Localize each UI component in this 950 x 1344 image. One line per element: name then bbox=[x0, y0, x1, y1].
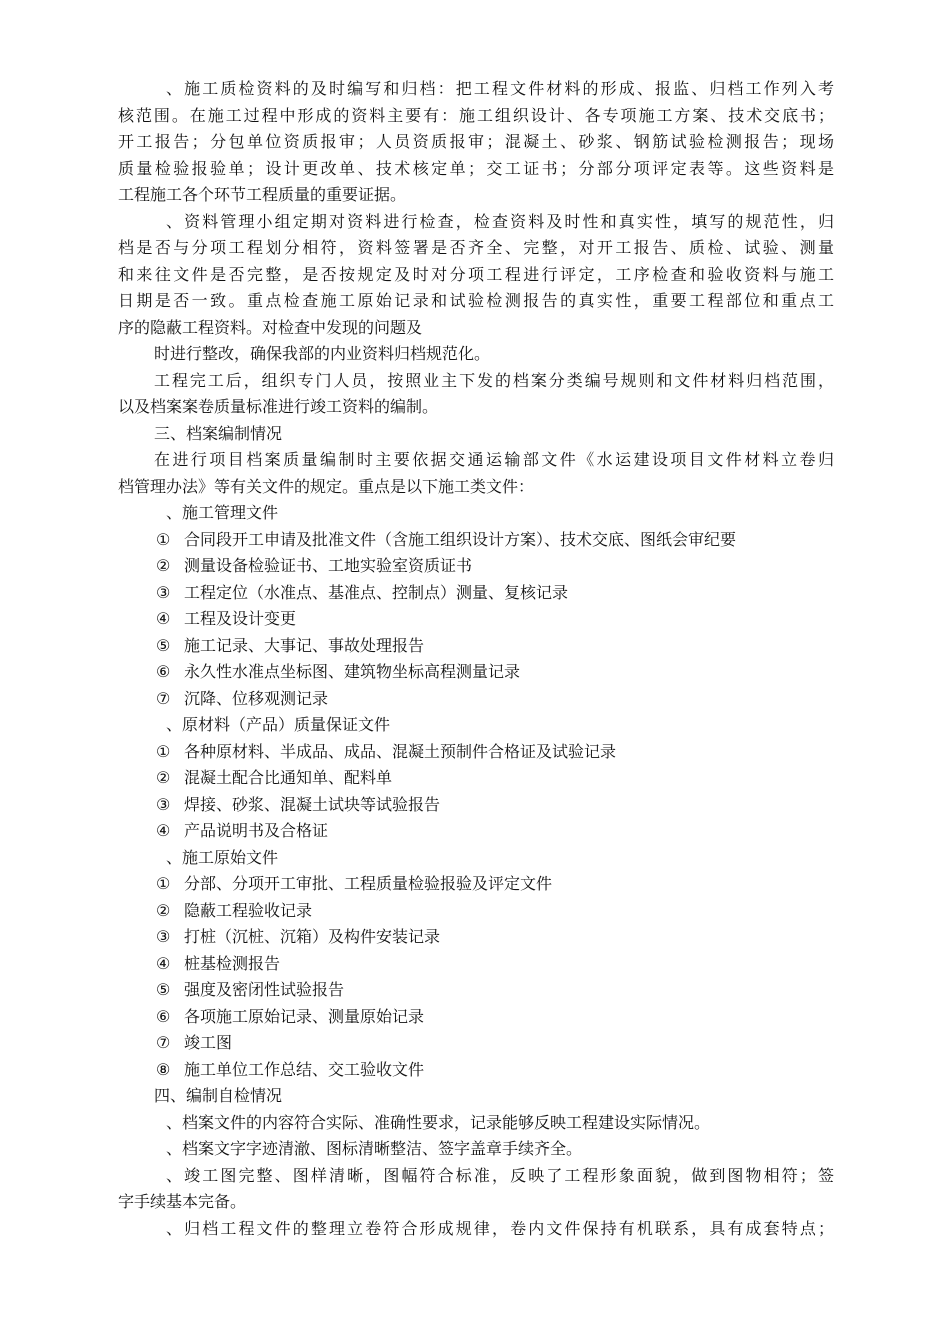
list-item-text: 竣工图 bbox=[184, 1033, 233, 1052]
list-item-text: 工程及设计变更 bbox=[184, 609, 297, 628]
list-item bbox=[118, 633, 834, 660]
text-line: 档是否与分项工程划分相符，资料签署是否齐全、完整，对开工报告、质检、试验、测量 bbox=[118, 238, 834, 257]
list-item-number: ③ bbox=[156, 582, 171, 602]
list-item-text: 桩基检测报告 bbox=[184, 953, 281, 973]
list-item-number: ⑦ bbox=[156, 1033, 171, 1052]
list-item-number: ⑧ bbox=[156, 1059, 171, 1079]
text-line: 、档案文字字迹清澈、图标清晰整洁、签字盖章手续齐全。 bbox=[166, 1139, 583, 1158]
text-line: 、原材料（产品）质量保证文件 bbox=[166, 715, 391, 734]
list-item-number: ⑤ bbox=[156, 980, 171, 999]
text-line: 字手续基本完备。 bbox=[118, 1192, 247, 1211]
text-line: 、归档工程文件的整理立卷符合形成规律，卷内文件保持有机联系，具有成套特点； bbox=[166, 1218, 834, 1238]
text-line: 在进行项目档案质量编制时主要依据交通运输部文件《水运建设项目文件材料立卷归 bbox=[154, 450, 834, 469]
text-line: 工程施工各个环节工程质量的重要证据。 bbox=[118, 185, 407, 204]
list-item-text: 产品说明书及合格证 bbox=[184, 821, 329, 840]
list-item bbox=[118, 977, 834, 1004]
list-item-text: 沉降、位移观测记录 bbox=[184, 688, 329, 708]
list-item-number: ⑥ bbox=[156, 1006, 171, 1026]
text-line: 、施工管理文件 bbox=[166, 503, 279, 522]
list-item bbox=[118, 553, 834, 580]
list-item-number: ④ bbox=[156, 609, 171, 628]
list-item-text: 分部、分项开工审批、工程质量检验报验及评定文件 bbox=[184, 874, 553, 893]
text-line: 序的隐蔽工程资料。对检查中发现的问题及 bbox=[118, 317, 423, 337]
list-item-text: 各种原材料、半成品、成品、混凝土预制件合格证及试验记录 bbox=[184, 741, 617, 761]
list-item bbox=[118, 1004, 834, 1031]
document-body bbox=[118, 76, 834, 1242]
list-item-number: ① bbox=[156, 874, 171, 893]
list-item-text: 隐蔽工程验收记录 bbox=[184, 900, 313, 920]
list-item-text: 焊接、砂浆、混凝土试块等试验报告 bbox=[184, 794, 441, 814]
text-line: 、档案文件的内容符合实际、准确性要求，记录能够反映工程建设实际情况。 bbox=[166, 1112, 711, 1132]
text-line: 四、编制自检情况 bbox=[154, 1086, 283, 1105]
text-line: 、施工质检资料的及时编写和归档：把工程文件材料的形成、报监、归档工作列入考 bbox=[166, 79, 834, 98]
list-item bbox=[118, 871, 834, 898]
text-line: 和来往文件是否完整，是否按规定及时对分项工程进行评定，工序检查和验收资料与施工 bbox=[118, 264, 834, 284]
list-item-text: 永久性水准点坐标图、建筑物坐标高程测量记录 bbox=[184, 662, 521, 681]
text-line: 、竣工图完整、图样清晰，图幅符合标准，反映了工程形象面貌，做到图物相符；签 bbox=[166, 1165, 834, 1185]
list-item bbox=[118, 951, 834, 978]
list-item-number: ④ bbox=[156, 953, 171, 973]
list-item-number: ⑦ bbox=[156, 688, 171, 708]
text-line: 以及档案案卷质量标准进行竣工资料的编制。 bbox=[118, 397, 439, 416]
list-item-text: 各项施工原始记录、测量原始记录 bbox=[184, 1006, 425, 1026]
list-item-text: 打桩（沉桩、沉箱）及构件安装记录 bbox=[184, 927, 441, 946]
text-line: 日期是否一致。重点检查施工原始记录和试验检测报告的真实性，重要工程部位和重点工 bbox=[118, 291, 834, 310]
list-item bbox=[118, 659, 834, 686]
list-item-number: ② bbox=[156, 900, 171, 920]
list-item bbox=[118, 1030, 834, 1057]
list-item bbox=[118, 686, 834, 713]
list-item-text: 强度及密闭性试验报告 bbox=[184, 980, 345, 999]
text-line: 工程完工后，组织专门人员，按照业主下发的档案分类编号规则和文件材料归档范围， bbox=[154, 370, 834, 390]
list-item-number: ④ bbox=[156, 821, 171, 840]
list-item bbox=[118, 606, 834, 633]
text-line: 、施工原始文件 bbox=[166, 847, 279, 867]
list-item bbox=[118, 818, 834, 845]
list-item bbox=[118, 580, 834, 607]
list-item-text: 施工记录、大事记、事故处理报告 bbox=[184, 635, 425, 655]
list-item bbox=[118, 527, 834, 554]
list-item bbox=[118, 1057, 834, 1084]
list-item-number: ③ bbox=[156, 794, 171, 814]
list-item-number: ⑤ bbox=[156, 635, 171, 655]
list-item-number: ③ bbox=[156, 927, 171, 946]
text-line: 核范围。在施工过程中形成的资料主要有：施工组织设计、各专项施工方案、技术交底书； bbox=[118, 105, 834, 125]
list-item bbox=[118, 898, 834, 925]
list-item-text: 测量设备检验证书、工地实验室资质证书 bbox=[184, 556, 473, 575]
list-item-number: ① bbox=[156, 741, 171, 761]
list-item-number: ② bbox=[156, 768, 171, 787]
list-item-text: 混凝土配合比通知单、配料单 bbox=[184, 768, 393, 787]
text-line: 、资料管理小组定期对资料进行检查，检查资料及时性和真实性，填写的规范性，归 bbox=[166, 211, 834, 231]
list-item-text: 工程定位（水准点、基准点、控制点）测量、复核记录 bbox=[184, 582, 569, 602]
text-line: 三、档案编制情况 bbox=[154, 423, 283, 443]
text-line: 时进行整改，确保我部的内业资料归档规范化。 bbox=[154, 344, 491, 363]
list-item-text: 合同段开工申请及批准文件（含施工组织设计方案）、技术交底、图纸会审纪要 bbox=[184, 529, 737, 549]
list-item bbox=[118, 792, 834, 819]
text-line: 档管理办法》等有关文件的规定。重点是以下施工类文件： bbox=[118, 476, 535, 496]
list-item-number: ① bbox=[156, 529, 171, 549]
text-line: 开工报告；分包单位资质报审；人员资质报审；混凝土、砂浆、钢筋试验检测报告；现场 bbox=[118, 132, 834, 151]
list-item bbox=[118, 739, 834, 766]
list-item bbox=[118, 924, 834, 951]
list-item-text: 施工单位工作总结、交工验收文件 bbox=[184, 1059, 425, 1079]
list-item-number: ② bbox=[156, 556, 171, 575]
text-line: 质量检验报验单；设计更改单、技术核定单；交工证书；分部分项评定表等。这些资料是 bbox=[118, 158, 834, 178]
list-item-number: ⑥ bbox=[156, 662, 171, 681]
list-item bbox=[118, 765, 834, 792]
